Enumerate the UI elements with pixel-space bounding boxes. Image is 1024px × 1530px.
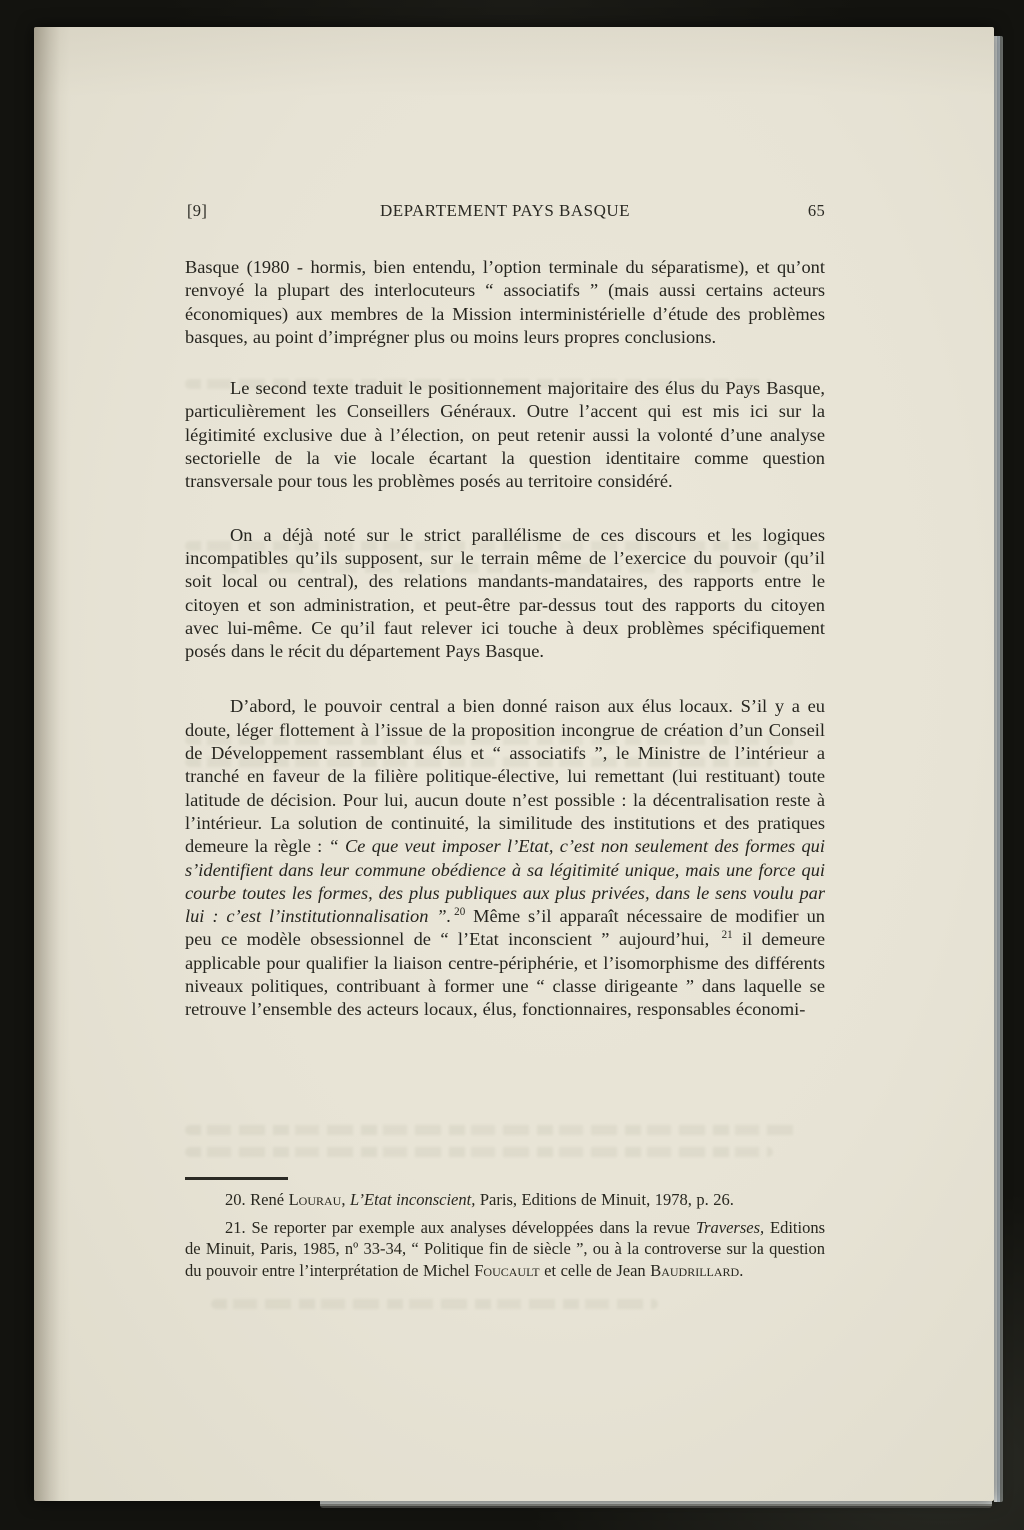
paragraph-1: Basque (1980 - hormis, bien entendu, l’option terminale du séparatisme), et qu’ont renvoyé la plupart des interlocuteurs “ associatifs ” (mais aussi certains acteurs économiques) aux membres de la Mission interministérielle d’étude des problèmes basques, au point d’imprégner plus ou moins leurs propres conclusions. [185,257,825,347]
footnote-text: . [739,1260,744,1280]
footnote-text: et celle de Jean [539,1260,651,1280]
footnote-text: Editions de Minuit, Paris, 1985, nº 33-34, “ Politique fin de siècle ”, ou à la controverse sur la question du pouvoir entre l’interprétation de Michel [185,1217,826,1280]
paragraph-4-text: Même s’il apparaît nécessaire de modifier un peu ce modèle obsessionnel de “ l’Etat inconscient ” aujourd’hui, [185,906,825,950]
page-stack-right-edge [994,36,1003,1502]
paragraph-2: Le second texte traduit le positionnement majoritaire des élus du Pays Basque, particulièrement les Conseillers Généraux. Outre l’accent qui est mis ici sur la légitimité exclusive due à l’élection, on peut retenir aussi la volonté d’une analyse sectorielle de la vie locale écartant la question identitaire comme question transversale pour tous les problèmes posés au territoire considéré. [185,378,825,492]
footnote-number: 21. [225,1217,246,1237]
body-text [185,256,825,1022]
work-title-italic: L’Etat inconscient, [349,1190,476,1209]
ghost-showthrough [185,1125,824,1169]
running-head [185,201,825,225]
paragraph-4 [185,695,825,1021]
paragraph-4-text: il demeure applicable pour qualifier la liaison centre-périphérie, et l’isomorphisme des différents niveaux politiques, contribuant à former une “ classe dirigeante ” dans laquelle se retrouve l’ensemble des acteurs locaux, élus, fonctionnaires, responsables économi- [185,929,825,1020]
footnote-ref-20: 20 [454,906,466,918]
footnote-separator-rule [185,1177,288,1180]
gutter-shadow [34,27,60,1501]
page-number: 65 [807,201,825,220]
footnote-ref-21: 21 [721,929,733,942]
author-smallcaps: Lourau [288,1190,342,1209]
footnote-text: Se reporter par exemple aux analyses développées dans la revue [245,1217,696,1237]
work-title-italic: Traverses, [695,1217,765,1237]
book-page [34,27,994,1501]
footnotes [185,1189,825,1281]
footnote-text: René [245,1190,289,1209]
quotation-italic: “ Ce que veut imposer l’Etat, c’est non seulement des formes qui s’identifient dans leur commune obédience à sa légitimité unique, mais une force qui courbe toutes les formes, des plus publiques aux plus privées, dans le sens voulu par lui : c’est l’institutionnalisation ”. [185,836,825,927]
footnote-text: Paris, Editions de Minuit, 1978, p. 26. [475,1190,734,1209]
ghost-line [185,1147,773,1157]
author-smallcaps: Foucault [474,1260,540,1280]
running-title: DEPARTEMENT PAYS BASQUE [379,201,631,220]
ghost-showthrough [185,1299,824,1321]
footnote-number: 20. [225,1190,246,1209]
ghost-line [211,1299,658,1309]
paragraph-4-text: D’abord, le pouvoir central a bien donné raison aux élus locaux. S’il y a eu doute, léger flottement à l’issue de la proposition incongrue de création d’un Conseil de Développement rassemblant élus et “ associatifs ”, le Ministre de l’intérieur a tranché en faveur de la filière politique-élective, lui remettant (lui restituant) toute latitude de décision. Pour lui, aucun doute n’est possible : la décentralisation reste à l’intérieur. La solution de continuité, la similitude des institutions et des pratiques demeure la règle : [185,696,825,857]
paragraph-3: On a déjà noté sur le strict parallélisme de ces discours et les logiques incompatibles qu’ils supposent, sur le terrain même de l’exercice du pouvoir (qu’il soit local ou central), des relations mandants-mandataires, des rapports entre le citoyen et son administration, et peut-être par-dessus tout des rapports du citoyen avec lui-même. Ce qu’il faut relever ici touche à deux problèmes spécifiquement posés dans le récit du département Pays Basque. [185,524,825,662]
footnote-20 [185,1189,825,1211]
footnote-21 [185,1217,825,1282]
page-stack-bottom-edge [320,1501,992,1508]
article-bracket-number: [9] [187,201,208,220]
footnote-text: , [341,1190,350,1209]
ghost-line [185,1125,798,1135]
author-smallcaps: Baudrillard [650,1260,740,1280]
